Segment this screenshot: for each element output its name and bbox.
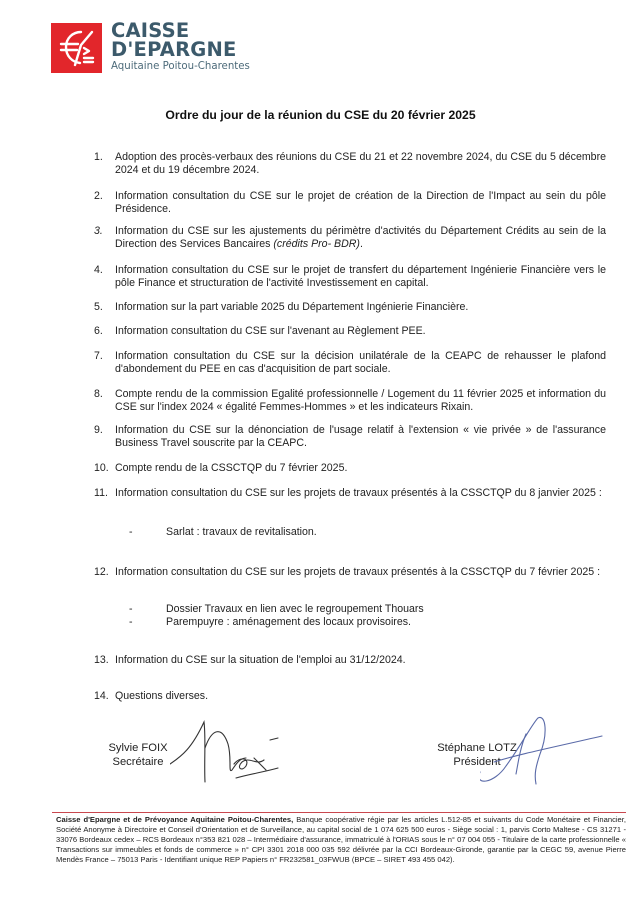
item-number: 13. [94, 654, 109, 666]
item-number: 6. [94, 325, 103, 337]
brand-logo [51, 19, 250, 74]
item-text: Information consultation du CSE sur le projet de création de la Direction de l'Impact au sein du pôle Présidence. [115, 190, 606, 216]
footer-legal-text: Banque coopérative régie par les articles L.512-85 et suivants du Code Monétaire et Financier, Société Anonyme à Directoire et Conseil d'Orientation et de Surveillance, au capital social de 1 074 625 500 euros - Siège social : 1, parvis Corto Maltese - CS 31271 - 33076 Bordeaux cedex – RCS Bordeaux n°353 821 028 – Intermédiaire d'assurance, immatriculé à l'ORIAS sous le n° 07 004 055 - Titulaire de la carte professionnelle « Transactions sur immeubles et fonds de commerce » n° CPI 3301 2018 000 035 592 délivrée par la CCI Bordeaux-Gironde, garantie par la CEGC 59, avenue Pierre Mendès France – 75013 Paris - Identifiant unique REP Papiers n° FR232581_03FWUB (BPCE – SIRET 493 455 042). [56, 815, 626, 865]
item-text: Information consultation du CSE sur l'avenant au Règlement PEE. [115, 325, 426, 337]
item-text-tail: . [359, 238, 363, 251]
subitem-text: Sarlat : travaux de revitalisation. [166, 526, 317, 538]
item-text: Information du CSE sur la situation de l'emploi au 31/12/2024. [115, 654, 406, 666]
bullet-dash: - [129, 616, 133, 628]
subitem-text: Dossier Travaux en lien avec le regroupement Thouars [166, 603, 424, 615]
item-number: 12. [94, 566, 109, 578]
squirrel-euro-icon [51, 23, 102, 73]
secretary-role: Secrétaire [112, 755, 164, 768]
item-number: 4. [94, 264, 103, 276]
item-number: 3. [94, 225, 103, 237]
item-text [115, 225, 606, 251]
agenda-item-10 [94, 462, 606, 475]
agenda-item-1 [94, 151, 606, 177]
item-text: Information consultation du CSE sur les projets de travaux présentés à la CSSCTQP du 8 janvier 2025 : [115, 487, 602, 499]
agenda-item-3 [94, 225, 606, 251]
item-text-main: Information du CSE sur les ajustements du périmètre d'activités du Département Crédits au sein de la Direction des Services Bancaires [115, 225, 606, 251]
secretary-name: Sylvie FOIX [108, 742, 168, 754]
item-number: 7. [94, 350, 103, 362]
bullet-dash: - [129, 526, 133, 538]
item-text: Adoption des procès-verbaux des réunions du CSE du 21 et 22 novembre 2024, du CSE du 5 décembre 2024 et du 19 décembre 2024. [115, 151, 606, 177]
item-number: 14. [94, 690, 109, 702]
legal-footer [56, 815, 626, 865]
agenda-item-5 [94, 301, 606, 314]
agenda-item-11 [94, 487, 606, 500]
footer-company-name: Caisse d'Epargne et de Prévoyance Aquitaine Poitou-Charentes, [56, 815, 294, 824]
item-text: Information sur la part variable 2025 du Département Ingénierie Financière. [115, 301, 469, 313]
item-text: Information du CSE sur la dénonciation de l'usage relatif à l'extension « vie privée » de l'assurance Business Travel souscrite par la CEAPC. [115, 424, 606, 450]
item-text: Questions diverses. [115, 690, 209, 702]
president-name: Stéphane LOTZ [437, 742, 517, 754]
item-number: 9. [94, 424, 103, 436]
item-text: Information consultation du CSE sur la décision unilatérale de la CEAPC de rehausser le plafond d'abondement du PEE en cas d'acquisition de part sociale. [115, 350, 606, 376]
president-role: Président [453, 755, 501, 768]
item-text: Compte rendu de la CSSCTQP du 7 février 2025. [115, 462, 348, 474]
brand-name-line2: D'EPARGNE [111, 38, 237, 61]
item-number: 11. [94, 487, 108, 499]
brand-name-line1: CAISSE [111, 19, 190, 42]
agenda-item-6 [94, 325, 606, 338]
item-text: Information consultation du CSE sur le projet de transfert du département Ingénierie Financière vers le pôle Finance et structuration de l'activité Investissement en capital. [115, 264, 606, 290]
item-number: 2. [94, 190, 103, 202]
agenda-item-13 [94, 654, 606, 667]
agenda-item-14 [94, 690, 606, 703]
bullet-dash: - [129, 603, 133, 615]
item-number: 1. [94, 151, 103, 163]
item-text-italic: (crédits Pro- BDR) [273, 238, 360, 251]
president-signature-icon [480, 714, 610, 790]
agenda-item-7 [94, 350, 606, 376]
item-number: 8. [94, 388, 103, 400]
agenda-subitem [115, 616, 595, 629]
item-text: Information consultation du CSE sur les projets de travaux présentés à la CSSCTQP du 7 février 2025 : [115, 566, 601, 578]
brand-region: Aquitaine Poitou-Charentes [111, 61, 250, 72]
agenda-subitem [115, 603, 595, 616]
agenda-item-8 [94, 388, 606, 414]
agenda-item-12 [94, 566, 606, 579]
agenda-item-4 [94, 264, 606, 290]
item-number: 10. [94, 462, 109, 474]
item-text: Compte rendu de la commission Egalité professionnelle / Logement du 11 février 2025 et information du CSE sur l'index 2024 « égalité Femmes-Hommes » et les indicateurs Rixain. [115, 388, 606, 414]
agenda-subitem [115, 526, 595, 539]
secretary-signature-icon [170, 718, 300, 784]
footer-divider [52, 812, 626, 813]
subitem-text: Parempuyre : aménagement des locaux provisoires. [166, 616, 411, 628]
agenda-item-2 [94, 190, 606, 216]
agenda-item-9 [94, 424, 606, 450]
secretary-signature-block [96, 742, 180, 769]
document-title: Ordre du jour de la réunion du CSE du 20 février 2025 [165, 108, 476, 122]
item-number: 5. [94, 301, 103, 313]
